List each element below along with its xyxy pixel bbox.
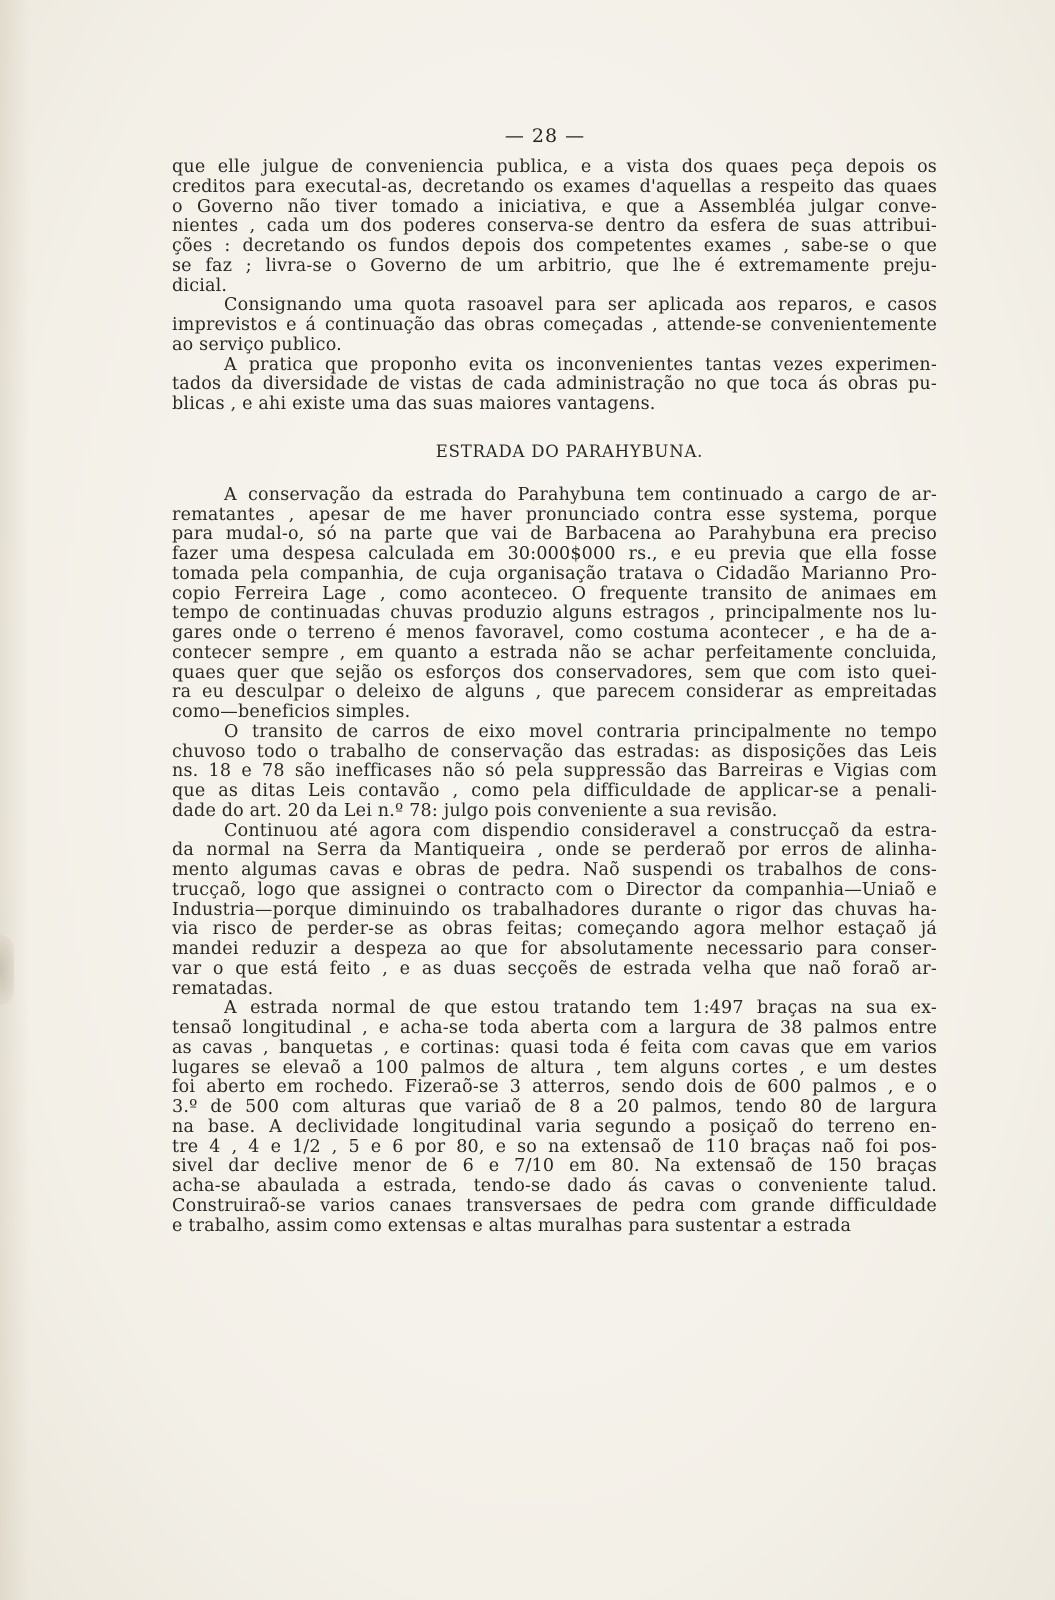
body-text <box>172 158 937 1236</box>
text-line: tre 4 , 4 e 1/2 , 5 e 6 por 80, e so na extensaõ de 110 braças naõ foi pos- <box>172 1136 937 1157</box>
text-line: quaes quer que sejão os esforços dos conservadores, sem que com isto quei- <box>172 662 937 683</box>
text-line: se faz ; livra-se o Governo de um arbitrio, que lhe é extremamente preju- <box>172 255 937 276</box>
text-line: mento algumas cavas e obras de pedra. Naõ suspendi os trabalhos de cons- <box>172 860 937 880</box>
paragraph <box>172 486 937 723</box>
text-line: como—beneficios simples. <box>172 702 411 722</box>
text-line: creditos para executal-as, decretando os exames d'aquellas a respeito das quaes <box>172 176 937 197</box>
text-line: tensaõ longitudinal , e acha-se toda aberta com a largura de 38 palmos entre <box>172 1018 937 1038</box>
paragraph <box>172 999 937 1236</box>
text-line: e trabalho, assim como extensas e altas muralhas para sustentar a estrada <box>172 1215 852 1236</box>
page-number: — 28 — <box>504 125 586 147</box>
text-line: copio Ferreira Lage , como aconteceo. O frequente transito de animaes em <box>172 583 937 604</box>
text-line: A pratica que proponho evita os inconvenientes tantas vezes experimen- <box>224 354 937 375</box>
text-line: 3.º de 500 com alturas que variaõ de 8 a 20 palmos, tendo 80 de largura <box>172 1097 937 1117</box>
text-line: trucçaõ, logo que assignei o contracto com o Director da companhia—Uniaõ e <box>172 879 937 900</box>
section-heading: ESTRADA DO PARAHYBUNA. <box>435 441 704 461</box>
text-line: Continuou até agora com dispendio consideravel a construcçaõ da estra- <box>224 820 937 841</box>
text-line: imprevistos e á continuação das obras começadas , attende-se convenientemente <box>172 315 937 335</box>
text-line: chuvoso todo o trabalho de conservação das estradas: as disposições das Leis <box>172 741 937 762</box>
text-line: rematadas. <box>172 978 274 999</box>
text-line: Industria—porque diminuindo os trabalhadores durante o rigor das chuvas ha- <box>172 899 937 920</box>
text-line: o Governo não tiver tomado a iniciativa, e que a Assembléa julgar conve- <box>172 196 937 217</box>
paragraph <box>172 158 937 296</box>
text-line: acha-se abaulada a estrada, tendo-se dado ás cavas o conveniente talud. <box>172 1176 937 1196</box>
text-line: que elle julgue de conveniencia publica, e a vista dos quaes peça depois os <box>172 157 937 177</box>
paragraphs-after-heading <box>172 486 937 1237</box>
text-line: ções : decretando os fundos depois dos competentes exames , sabe-se o que <box>172 236 937 256</box>
text-line: nientes , cada um dos poderes conserva-se dentro da esfera de suas attribui- <box>172 216 937 237</box>
text-line: A conservação da estrada do Parahybuna tem continuado a cargo de ar- <box>224 484 937 505</box>
text-line: tomada pela companhia, de cuja organisação tratava o Cidadão Marianno Pro- <box>172 563 937 584</box>
text-line: para mudal-o, só na parte que vai de Barbacena ao Parahybuna era preciso <box>172 524 937 545</box>
text-line: dicial. <box>172 275 228 296</box>
text-line: blicas , e ahi existe uma das suas maiores vantagens. <box>172 394 656 414</box>
text-line: da normal na Serra da Mantiqueira , onde se perderaõ por erros de alinha- <box>172 840 937 861</box>
text-line: var o que está feito , e as duas secçoẽs de estrada velha que naõ foraõ ar- <box>172 958 937 979</box>
text-line: ns. 18 e 78 são inefficases não só pela suppressão das Barreiras e Vigias com <box>172 761 937 782</box>
text-line: na base. A declividade longitudinal varia segundo a posiçaõ do terreno en- <box>172 1116 937 1137</box>
text-line: que as ditas Leis contavão , como pela difficuldade de applicar-se a penali- <box>172 781 937 801</box>
text-line: sivel dar declive menor de 6 e 7/10 em 80. Na extensaõ de 150 braças <box>172 1156 937 1177</box>
text-line: as cavas , banquetas , e cortinas: quasi toda é feita com cavas que em varios <box>172 1037 937 1058</box>
text-line: rematantes , apesar de me haver pronunciado contra esse systema, porque <box>172 504 937 525</box>
paragraph <box>172 296 937 355</box>
page-stain <box>0 935 14 1005</box>
text-line: ra eu desculpar o deleixo de alguns , que parecem considerar as empreitadas <box>172 682 937 703</box>
text-line: dade do art. 20 da Lei n.º 78: julgo pois conveniente a sua revisão. <box>172 800 778 821</box>
text-line: foi aberto em rochedo. Fizeraõ-se 3 atterros, sendo dois de 600 palmos , e o <box>172 1077 937 1098</box>
paragraphs-before-heading <box>172 158 937 415</box>
text-line: lugares se elevaõ a 100 palmos de altura , tem alguns cortes , e um destes <box>172 1057 937 1078</box>
paragraph <box>172 723 937 822</box>
page-edge-shadow <box>0 0 30 1600</box>
text-line: via risco de perder-se as obras feitas; começando agora melhor estaçaõ já <box>172 919 937 940</box>
paragraph <box>172 822 937 1000</box>
text-line: tempo de continuadas chuvas produzio alguns estragos , principalmente nos lu- <box>172 603 937 624</box>
text-line: gares onde o terreno é menos favoravel, como costuma acontecer , e ha de a- <box>172 623 937 643</box>
text-line: Construiraõ-se varios canaes transversaes de pedra com grande difficuldade <box>172 1195 937 1216</box>
text-line: O transito de carros de eixo movel contraria principalmente no tempo <box>224 721 937 742</box>
text-line: tados da diversidade de vistas de cada administração no que toca ás obras pu- <box>172 374 937 395</box>
text-line: contecer sempre , em quanto a estrada não se achar perfeitamente concluida, <box>172 642 937 663</box>
text-line: mandei reduzir a despeza ao que for absolutamente necessario para conser- <box>172 939 937 959</box>
text-line: ao serviço publico. <box>172 334 342 355</box>
text-line: Consignando uma quota rasoavel para ser aplicada aos reparos, e casos <box>224 295 937 316</box>
text-line: A estrada normal de que estou tratando tem 1:497 braças na sua ex- <box>224 998 937 1019</box>
paragraph <box>172 356 937 415</box>
text-line: fazer uma despesa calculada em 30:000$000 rs., e eu previa que ella fosse <box>172 544 937 564</box>
